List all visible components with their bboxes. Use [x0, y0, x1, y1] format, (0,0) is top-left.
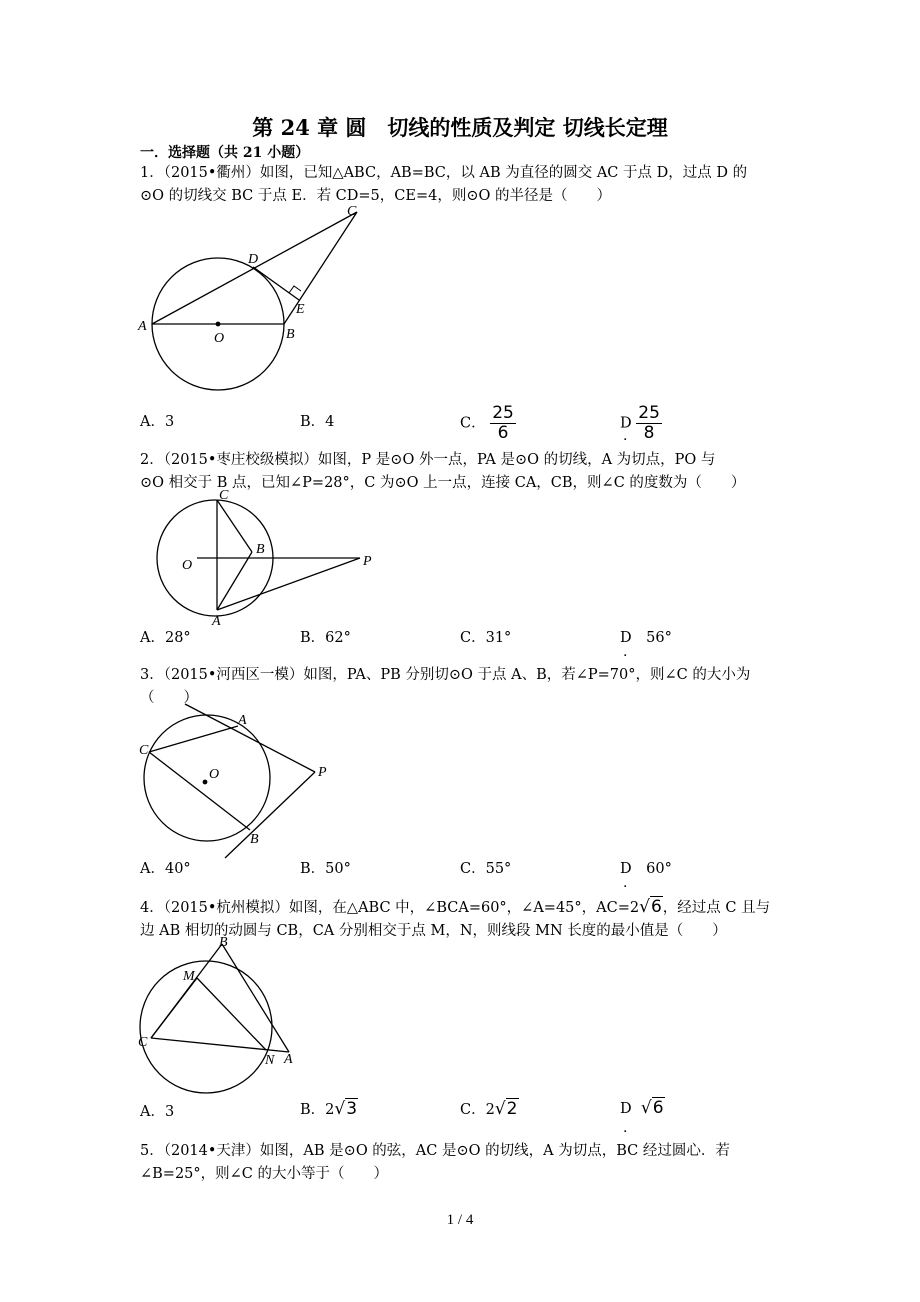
question-5-line-2: ∠B=25°，则∠C 的大小等于（ ） [140, 1166, 389, 1182]
question-2-line-1: 2．（2015•枣庄校级模拟）如图，P 是⊙O 外一点，PA 是⊙O 的切线，A 为切点，PO 与 [140, 452, 716, 468]
q4-option-c: C．2√2 [460, 1099, 518, 1119]
q1-label-o: O [214, 331, 225, 346]
q2-option-b: B．62° [300, 630, 351, 646]
q2-label-o: O [182, 558, 193, 573]
q4-sqrt: √6 [639, 897, 662, 917]
q2-label-a: A [212, 614, 221, 625]
q3-label-b: B [250, 832, 259, 847]
q3-label-p: P [318, 765, 327, 780]
q1-label-c: C [347, 204, 357, 219]
q1-option-d-fraction: $\frac{25}{8}$ [638, 403, 660, 443]
question-5-line-1: 5．（2014•天津）如图，AB 是⊙O 的弦，AC 是⊙O 的切线，A 为切点，BC 经过圆心．若 [140, 1143, 730, 1159]
section-heading: 一．选择题（共 21 小题） [140, 145, 310, 161]
q1-option-a: A．3 [140, 414, 175, 430]
q1-label-b: B [286, 327, 295, 342]
q1-option-c: C． $\frac{25}{6}$ [460, 403, 514, 443]
page-title: 第 24 章 圆 切线的性质及判定 切线长定理 [252, 115, 668, 140]
question-2-figure [135, 485, 385, 625]
q1-label-d: D [248, 252, 259, 267]
q3-option-d-dot: . [623, 875, 628, 891]
q1-label-e: E [296, 302, 305, 317]
q4-option-a: A．3 [140, 1104, 175, 1120]
question-5-text [140, 1140, 780, 1186]
q4-label-b: B [219, 935, 228, 950]
question-3-line-1: 3．（2015•河西区一模）如图，PA、PB 分别切⊙O 于点 A、B，若∠P=70°，则∠C 的大小为 [140, 667, 751, 683]
question-4-line-2: 边 AB 相切的动圆与 CB，CA 分别相交于点 M，N，则线段 MN 长度的最小值是（ ） [140, 923, 727, 939]
q1-option-b: B．4 [300, 414, 335, 430]
q1-label-a: A [138, 319, 147, 334]
q3-label-c: C [139, 743, 149, 758]
q4-option-d-dot: . [623, 1120, 628, 1136]
q1-option-d-dot: . [623, 428, 628, 444]
question-1-line-2: ⊙O 的切线交 BC 于点 E．若 CD=5，CE=4，则⊙O 的半径是（ ） [140, 188, 611, 204]
q4-option-d: D √6 [620, 1098, 664, 1118]
q3-label-a: A [238, 713, 247, 728]
question-4-line-1: 4．（2015•杭州模拟）如图，在△ABC 中，∠BCA=60°，∠A=45°，AC=2√6，经过点 C 且与 [140, 897, 771, 917]
question-1-figure [135, 200, 375, 400]
q3-option-d: D 60° [620, 861, 672, 877]
q3-option-a: A．40° [140, 861, 191, 877]
question-2-line-2: ⊙O 相交于 B 点，已知∠P=28°，C 为⊙O 上一点，连接 CA，CB，则∠C 的度数为（ ） [140, 475, 746, 491]
q2-option-d: D 56° [620, 630, 672, 646]
question-3-figure [135, 700, 355, 860]
page-number: 1 / 4 [446, 1212, 474, 1228]
q4-label-m: M [183, 969, 195, 984]
q3-option-b: B．50° [300, 861, 351, 877]
q4-label-c: C [138, 1035, 148, 1050]
q2-label-c: C [219, 488, 229, 503]
question-1-line-1: 1．（2015•衢州）如图，已知△ABC，AB=BC，以 AB 为直径的圆交 AC 于点 D，过点 D 的 [140, 165, 748, 181]
q4-label-a: A [284, 1052, 293, 1067]
q3-option-c: C．55° [460, 861, 512, 877]
q2-option-a: A．28° [140, 630, 191, 646]
q4-option-b: B．2√3 [300, 1099, 358, 1119]
question-3-line-2: （ ） [140, 690, 198, 706]
q4-label-n: N [265, 1053, 275, 1068]
q1-option-c-fraction: $\frac{25}{6}$ [492, 403, 514, 443]
q2-label-b: B [256, 542, 265, 557]
q2-label-p: P [363, 554, 372, 569]
question-4-figure [135, 932, 310, 1100]
q3-label-o: O [209, 767, 220, 782]
q2-option-d-dot: . [623, 644, 628, 660]
q1-option-d: D $\frac{25}{8}$ [620, 403, 660, 443]
q2-option-c: C．31° [460, 630, 512, 646]
